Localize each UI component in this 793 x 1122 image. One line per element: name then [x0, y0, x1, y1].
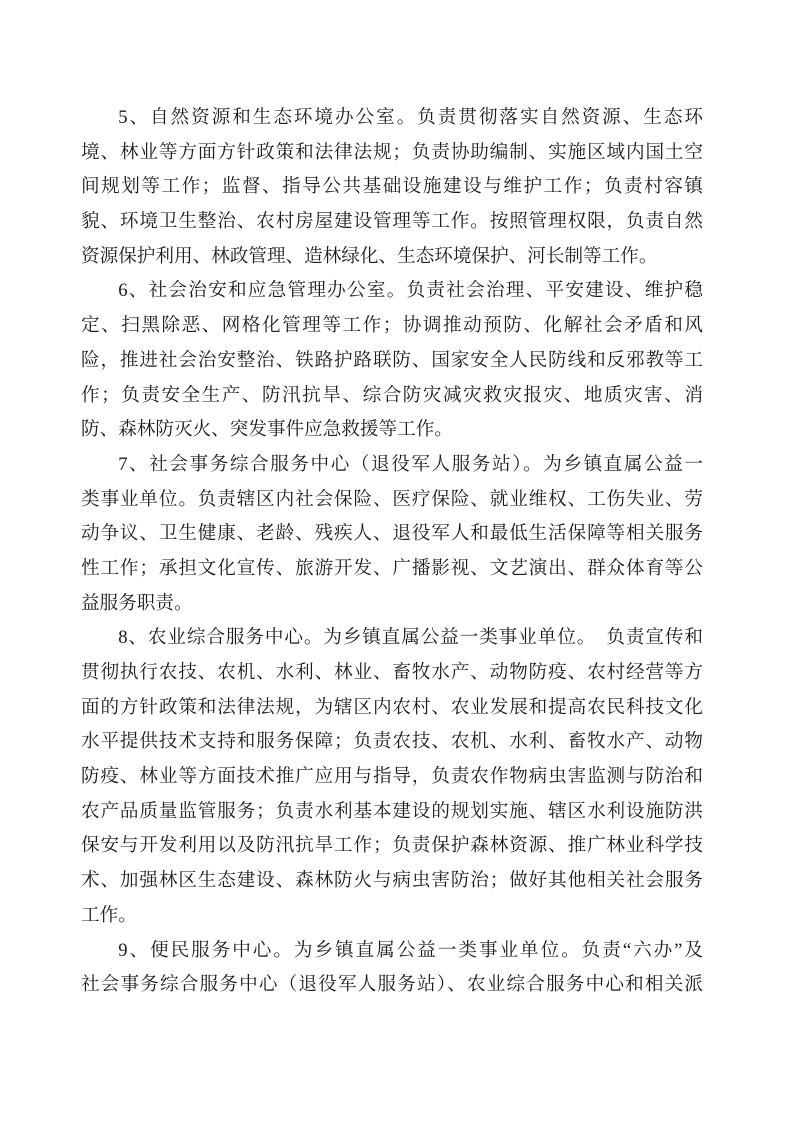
text-line: 益服务职责。 — [81, 592, 193, 614]
text-line: 6、社会治安和应急管理办公室。负责社会治理、平安建设、维护稳 — [118, 280, 703, 302]
text-line: 性工作；承担文化宣传、旅游开发、广播影视、文艺演出、群众体育等公 — [81, 557, 703, 579]
text-line: 5、自然资源和生态环境办公室。负责贯彻落实自然资源、生态环 — [118, 107, 703, 128]
text-line: 资源保护利用、林政管理、造林绿化、生态环境保护、河长制等工作。 — [81, 245, 658, 267]
text-line: 定、扫黑除恶、网格化管理等工作；协调推动预防、化解社会矛盾和风 — [81, 315, 703, 337]
text-line: 间规划等工作；监督、指导公共基础设施建设与维护工作；负责村容镇 — [81, 176, 703, 198]
text-line: 贯彻执行农技、农机、水利、林业、畜牧水产、动物防疫、农村经营等方 — [81, 662, 703, 683]
text-line: 7、社会事务综合服务中心（退役军人服务站）。为乡镇直属公益一 — [118, 453, 703, 475]
text-line: 社会事务综合服务中心（退役军人服务站）、农业综合服务中心和相关派 — [81, 974, 703, 996]
text-line: 9、便民服务中心。为乡镇直属公益一类事业单位。负责“六办”及 — [118, 939, 703, 961]
text-line: 防疫、林业等方面技术推广应用与指导，负责农作物病虫害监测与防治和 — [81, 766, 703, 788]
text-line: 险，推进社会治安整治、铁路护路联防、国家安全人民防线和反邪教等工 — [81, 349, 703, 371]
text-line: 类事业单位。负责辖区内社会保险、医疗保险、就业维权、工伤失业、劳 — [81, 488, 703, 510]
text-line: 防、森林防灭火、突发事件应急救援等工作。 — [81, 419, 453, 441]
paragraph-8-agriculture-service-center — [81, 621, 703, 933]
text-line: 工作。 — [81, 904, 137, 926]
document-body — [81, 101, 703, 1003]
text-line: 水平提供技术支持和服务保障；负责农技、农机、水利、畜牧水产、动物 — [81, 731, 703, 753]
text-line: 动争议、卫生健康、老龄、残疾人、退役军人和最低生活保障等相关服务 — [81, 523, 703, 545]
text-line: 境、林业等方面方针政策和法律法规；负责协助编制、实施区域内国土空 — [81, 141, 703, 163]
text-line: 保安与开发利用以及防汛抗旱工作；负责保护森林资源、推广林业科学技 — [81, 835, 703, 857]
paragraph-7-social-affairs-service-center — [81, 448, 703, 621]
paragraph-5-natural-resources-ecology-office — [81, 101, 703, 274]
text-line: 8、农业综合服务中心。为乡镇直属公益一类事业单位。 负责宣传和 — [118, 627, 703, 649]
paragraph-9-convenience-service-center — [81, 934, 703, 1003]
text-line: 作；负责安全生产、防汛抗旱、综合防灾减灾救灾报灾、地质灾害、消 — [81, 384, 703, 406]
text-line: 貌、环境卫生整治、农村房屋建设管理等工作。按照管理权限，负责自然 — [81, 211, 703, 233]
text-line: 农产品质量监管服务；负责水利基本建设的规划实施、辖区水利设施防洪 — [81, 800, 703, 822]
paragraph-6-public-security-emergency-office — [81, 274, 703, 447]
text-line: 面的方针政策和法律法规，为辖区内农村、农业发展和提高农民科技文化 — [81, 696, 703, 718]
text-line: 术、加强林区生态建设、森林防火与病虫害防治；做好其他相关社会服务 — [81, 870, 703, 892]
